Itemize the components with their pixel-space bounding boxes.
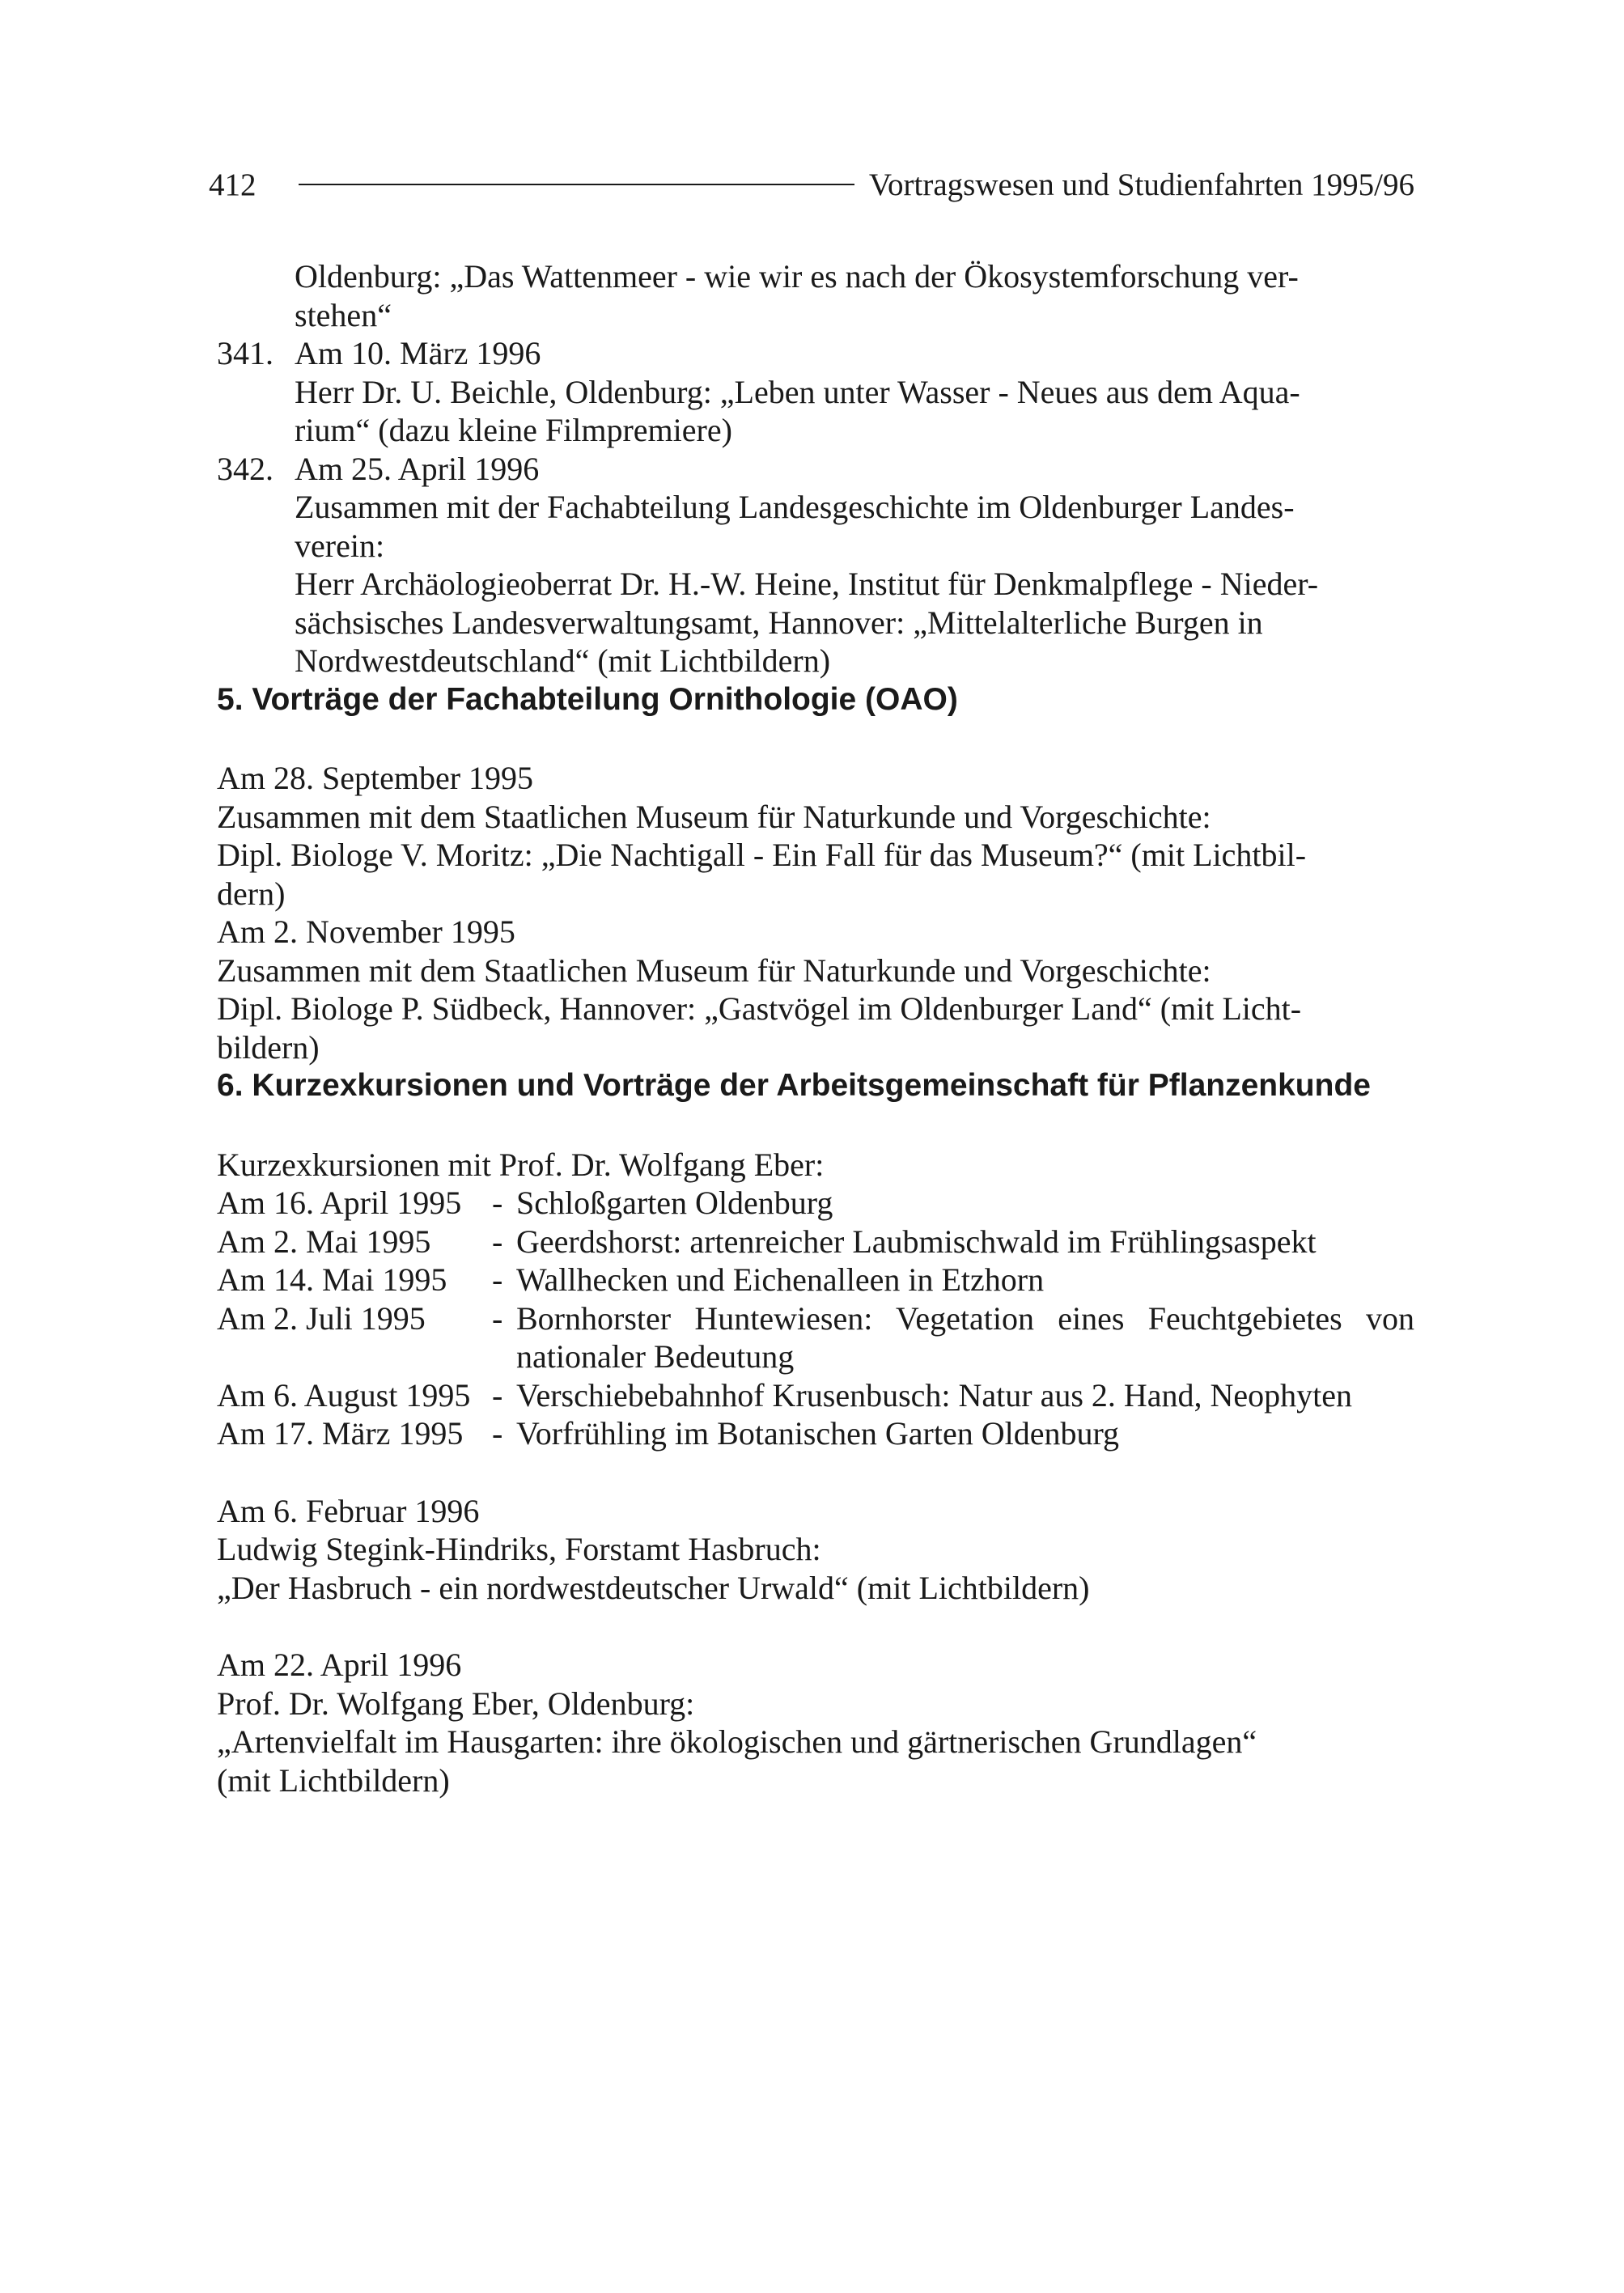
header-rule [299,184,854,185]
excursion-row [217,1376,1414,1415]
excursion-dash: - [492,1223,503,1260]
section-5-line: Dipl. Biologe V. Moritz: „Die Nachtigall - Ein Fall für das Museum?“ (mit Lichtbil- [217,837,1307,873]
entry-line: Herr Archäologieoberrat Dr. H.-W. Heine, Institut für Denkmalpflege - Nieder- [295,566,1319,602]
excursion-description: Wallhecken und Eichenalleen in Etzhorn [516,1261,1045,1298]
section-5-heading: 5. Vorträge der Fachabteilung Ornithologie (OAO) [217,681,958,717]
entry-line: Zusammen mit der Fachabteilung Landesgeschichte im Oldenburger Landes- [295,489,1295,525]
entry-line: verein: [295,527,385,564]
excursion-date: Am 17. März 1995 [217,1415,464,1452]
excursion-row [217,1223,1414,1261]
intro-line: Oldenburg: „Das Wattenmeer - wie wir es nach der Ökosystemforschung ver- [295,258,1299,295]
talk-line: Ludwig Stegink-Hindriks, Forstamt Hasbruch: [217,1531,821,1567]
intro-continuation [217,257,1414,334]
excursion-description: Vorfrühling im Botanischen Garten Oldenburg [516,1415,1120,1452]
excursion-date: Am 16. April 1995 [217,1185,462,1221]
excursion-description: Schloßgarten Oldenburg [516,1185,833,1221]
section-5-line: Zusammen mit dem Staatlichen Museum für Naturkunde und Vorgeschichte: [217,952,1211,989]
entry-line: Nordwestdeutschland“ (mit Lichtbildern) [295,642,831,679]
running-header [209,162,1414,207]
talk-line: Am 22. April 1996 [217,1647,462,1683]
excursion-dash: - [492,1299,503,1337]
section-5-line: dern) [217,875,286,912]
entry-line: Herr Dr. U. Beichle, Oldenburg: „Leben unter Wasser - Neues aus dem Aqua- [295,373,1300,410]
entry-number: 342. [217,450,273,487]
entry-342 [217,450,1414,680]
page-content [217,257,1414,1799]
talk-line: „Der Hasbruch - ein nordwestdeutscher Urwald“ (mit Lichtbildern) [217,1569,1090,1606]
excursion-description: Verschiebebahnhof Krusenbusch: Natur aus 2. Hand, Neophyten [516,1376,1353,1414]
entry-line: rium“ (dazu kleine Filmpremiere) [295,412,732,448]
page-number: 412 [209,167,257,202]
talk-stegink-hindriks [217,1492,1414,1608]
excursion-description: Geerdshorst: artenreicher Laubmischwald im Frühlingsaspekt [516,1223,1317,1260]
excursion-dash: - [492,1185,503,1221]
entry-line: sächsisches Landesverwaltungsamt, Hannover: „Mittelalterliche Burgen in [295,604,1263,641]
excursion-row [217,1261,1414,1299]
entry-body [295,334,1414,450]
talk-line: Prof. Dr. Wolfgang Eber, Oldenburg: [217,1685,695,1722]
talk-eber [217,1646,1414,1799]
section-6-heading: 6. Kurzexkursionen und Vorträge der Arbeitsgemeinschaft für Pflanzenkunde [217,1068,1371,1103]
entry-line: Am 25. April 1996 [295,450,540,487]
section-5-line: Am 2. November 1995 [217,913,515,950]
section-6-excursions [217,1146,1414,1453]
excursion-row [217,1414,1414,1453]
excursion-dash: - [492,1415,503,1452]
excursion-date: Am 6. August 1995 [217,1376,471,1414]
excursion-dash: - [492,1376,503,1414]
talk-line: „Artenvielfalt im Hausgarten: ihre ökologischen und gärtnerischen Grundlagen“ [217,1723,1257,1760]
excursion-row [217,1299,1414,1376]
excursion-date: Am 2. Mai 1995 [217,1223,431,1260]
intro-line: stehen“ [295,296,392,333]
excursion-description: Bornhorster Huntewiesen: Vegetation eines Feuchtgebietes von nationaler Bedeutung [516,1299,1414,1375]
excursion-dash: - [492,1261,503,1298]
section-5-line: Zusammen mit dem Staatlichen Museum für Naturkunde und Vorgeschichte: [217,798,1211,835]
entry-number: 341. [217,335,273,371]
entry-body [295,450,1414,680]
section-5-line: Am 28. September 1995 [217,760,534,796]
section-5-line: bildern) [217,1028,320,1066]
talk-line: (mit Lichtbildern) [217,1761,450,1799]
section-5-line: Dipl. Biologe P. Südbeck, Hannover: „Gastvögel im Oldenburger Land“ (mit Licht- [217,990,1302,1027]
section-5-body [217,759,1414,1066]
running-title: Vortragswesen und Studienfahrten 1995/96 [868,167,1414,202]
excursion-date: Am 2. Juli 1995 [217,1299,426,1337]
entry-341 [217,334,1414,450]
excursion-row [217,1184,1414,1223]
talk-line: Am 6. Februar 1996 [217,1492,480,1529]
entry-line: Am 10. März 1996 [295,335,541,371]
excursions-intro: Kurzexkursionen mit Prof. Dr. Wolfgang Eber: [217,1146,825,1183]
excursion-date: Am 14. Mai 1995 [217,1261,447,1298]
